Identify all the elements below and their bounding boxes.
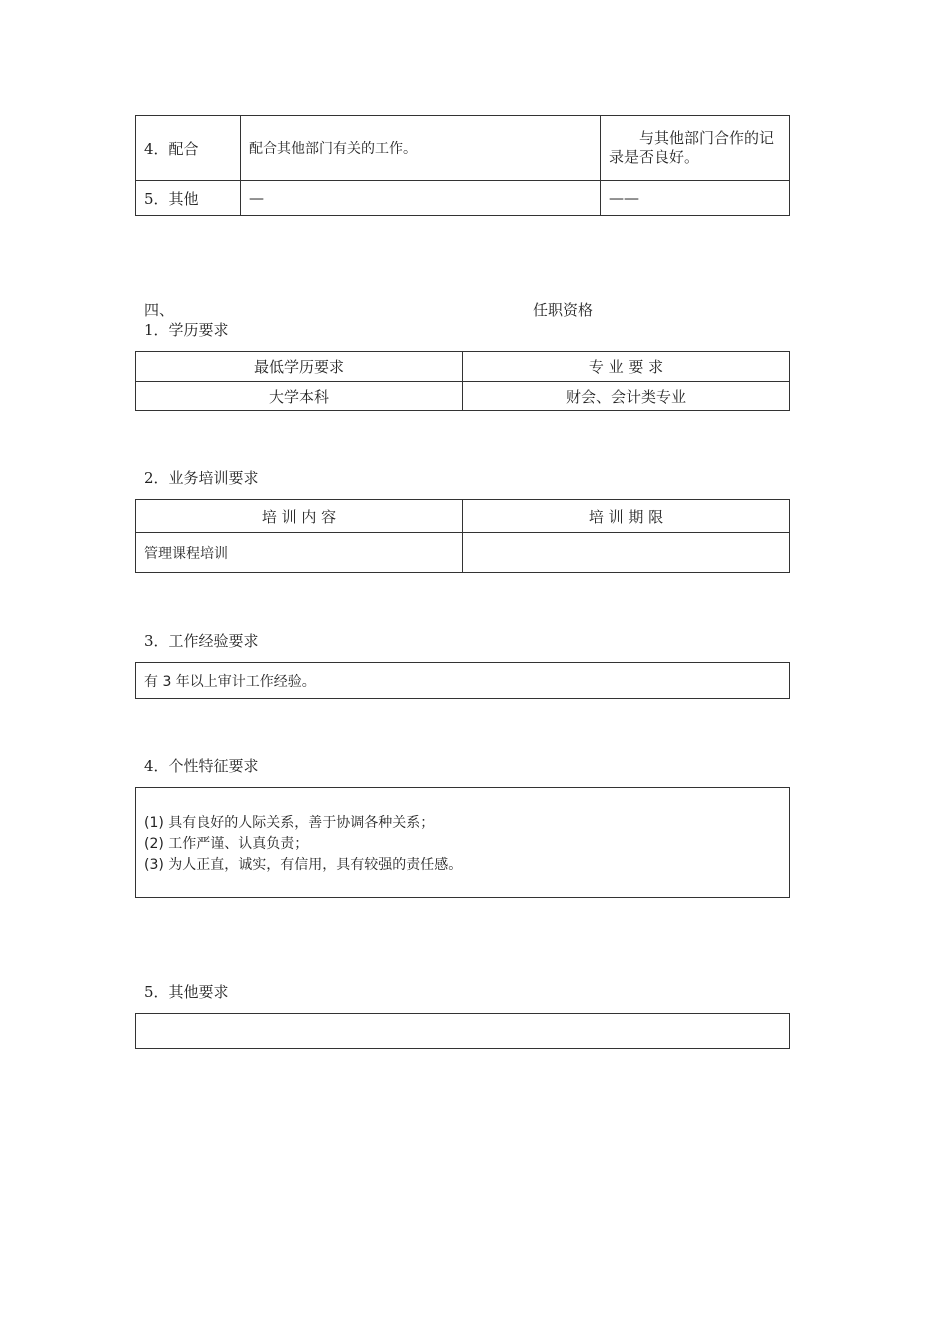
training-table [135,499,790,573]
duty-item-cell: 5．其他 [136,181,241,216]
personality-line: (2) 工作严谨、认真负责； [144,836,309,852]
education-heading: 1．学历要求 [144,321,229,339]
other-table [135,1013,790,1049]
table-row [136,1014,790,1049]
duty-table [135,115,790,216]
personality-heading: 4．个性特征要求 [144,757,259,775]
table-row [136,352,790,382]
personality-cell [136,788,790,898]
duty-item-cell: 4．配合 [136,116,241,181]
duty-content-cell: — [241,181,601,216]
education-header-cell: 最低学历要求 [136,352,463,382]
table-row [136,382,790,411]
other-heading: 5．其他要求 [144,983,229,1001]
major-header-cell: 专 业 要 求 [463,352,790,382]
duty-standard-cell: —— [601,181,790,216]
other-value [136,1014,790,1049]
education-table [135,351,790,411]
experience-value: 有 3 年以上审计工作经验。 [136,663,790,699]
personality-line: (3) 为人正直，诚实，有信用，具有较强的责任感。 [144,857,463,873]
training-heading: 2．业务培训要求 [144,469,259,487]
training-content-value: 管理课程培训 [136,533,463,573]
personality-table [135,787,790,898]
duty-content-cell: 配合其他部门有关的工作。 [241,116,601,181]
table-row [136,663,790,699]
table-row [136,788,790,898]
major-value-cell: 财会、会计类专业 [463,382,790,411]
education-value-cell: 大学本科 [136,382,463,411]
section-number: 四、 [144,301,175,319]
duty-standard-cell: 与其他部门合作的记录是否良好。 [601,116,790,181]
training-content-header: 培 训 内 容 [136,500,463,533]
table-row [136,116,790,181]
experience-heading: 3．工作经验要求 [144,632,259,650]
section-title: 任职资格 [533,301,594,319]
experience-table [135,662,790,699]
training-period-value [463,533,790,573]
table-row [136,181,790,216]
table-row [136,500,790,533]
personality-line: (1) 具有良好的人际关系，善于协调各种关系； [144,815,435,831]
table-row [136,533,790,573]
training-period-header: 培 训 期 限 [463,500,790,533]
